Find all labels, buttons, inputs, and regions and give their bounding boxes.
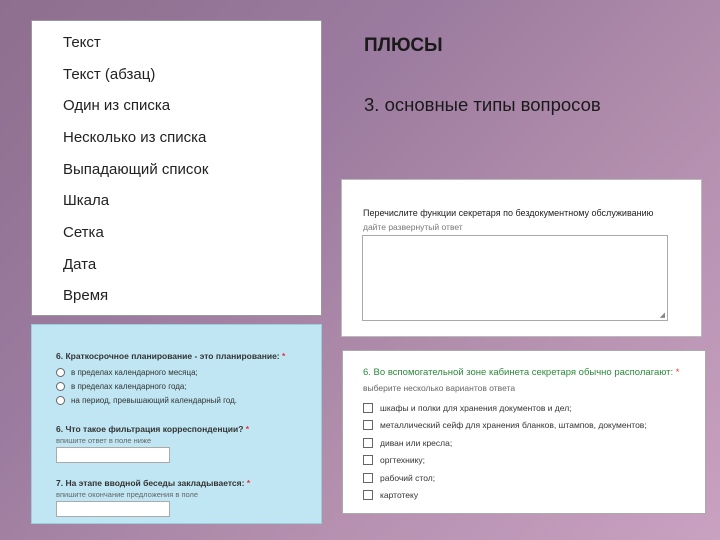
checkbox-question-text: 6. Во вспомогательной зоне кабинета секретаря обычно располагают: * (363, 367, 680, 378)
type-time[interactable]: Время (63, 287, 109, 304)
q3-text: 7. На этапе вводной беседы закладывается: * (56, 478, 251, 488)
type-scale[interactable]: Шкала (63, 192, 110, 209)
radio-button-icon[interactable] (56, 396, 65, 405)
paragraph-question-hint: дайте развернутый ответ (363, 222, 463, 232)
checkbox-option[interactable]: оргтехнику; (363, 455, 425, 465)
resize-handle-icon[interactable]: ◢ (659, 312, 665, 319)
type-dropdown[interactable]: Выпадающий список (63, 161, 209, 178)
checkbox-option[interactable]: картотеку (363, 490, 418, 500)
checkbox-question-panel (342, 350, 706, 514)
slide-subtitle: 3. основные типы вопросов (364, 94, 601, 115)
required-marker: * (246, 478, 251, 488)
type-text[interactable]: Текст (63, 34, 101, 51)
type-grid[interactable]: Сетка (63, 224, 104, 241)
checkbox-question-hint: выберите несколько вариантов ответа (363, 383, 516, 393)
slide-title: ПЛЮСЫ (364, 35, 443, 56)
q1-option[interactable]: в пределах календарного месяца; (56, 368, 198, 377)
q1-option[interactable]: в пределах календарного года; (56, 382, 187, 391)
q1-option[interactable]: на период, превышающий календарный год. (56, 396, 237, 405)
type-date[interactable]: Дата (63, 256, 97, 273)
paragraph-question-text: Перечислите функции секретаря по бездокументному обслуживанию (363, 208, 654, 218)
paragraph-answer-textarea[interactable] (362, 235, 668, 321)
q3-hint: впишите окончание предложения в поле (56, 490, 199, 499)
q2-text: 6. Что такое фильтрация корреспонденции? * (56, 424, 250, 434)
checkbox-option[interactable]: диван или кресла; (363, 438, 452, 448)
question-types-list (31, 20, 322, 316)
required-marker: * (245, 424, 250, 434)
checkbox-icon[interactable] (363, 403, 373, 413)
type-single-choice[interactable]: Один из списка (63, 97, 171, 114)
required-marker: * (282, 351, 286, 361)
radio-button-icon[interactable] (56, 382, 65, 391)
q3-answer-input[interactable] (56, 501, 170, 517)
q1-text: 6. Краткосрочное планирование - это планирование: * (56, 351, 286, 361)
checkbox-option[interactable]: металлический сейф для хранения бланков, штампов, документов; (363, 420, 647, 430)
checkbox-icon[interactable] (363, 455, 373, 465)
checkbox-icon[interactable] (363, 438, 373, 448)
type-paragraph[interactable]: Текст (абзац) (63, 66, 156, 83)
type-multiple-choice[interactable]: Несколько из списка (63, 129, 207, 146)
radio-button-icon[interactable] (56, 368, 65, 377)
checkbox-icon[interactable] (363, 420, 373, 430)
required-marker: * (675, 367, 680, 378)
q2-answer-input[interactable] (56, 447, 170, 463)
checkbox-icon[interactable] (363, 473, 373, 483)
checkbox-icon[interactable] (363, 490, 373, 500)
blue-form-panel (31, 324, 322, 524)
paragraph-question-panel (341, 179, 702, 337)
checkbox-option[interactable]: рабочий стол; (363, 473, 435, 483)
q2-hint: впишите ответ в поле ниже (56, 436, 152, 445)
checkbox-option[interactable]: шкафы и полки для хранения документов и дел; (363, 403, 572, 413)
